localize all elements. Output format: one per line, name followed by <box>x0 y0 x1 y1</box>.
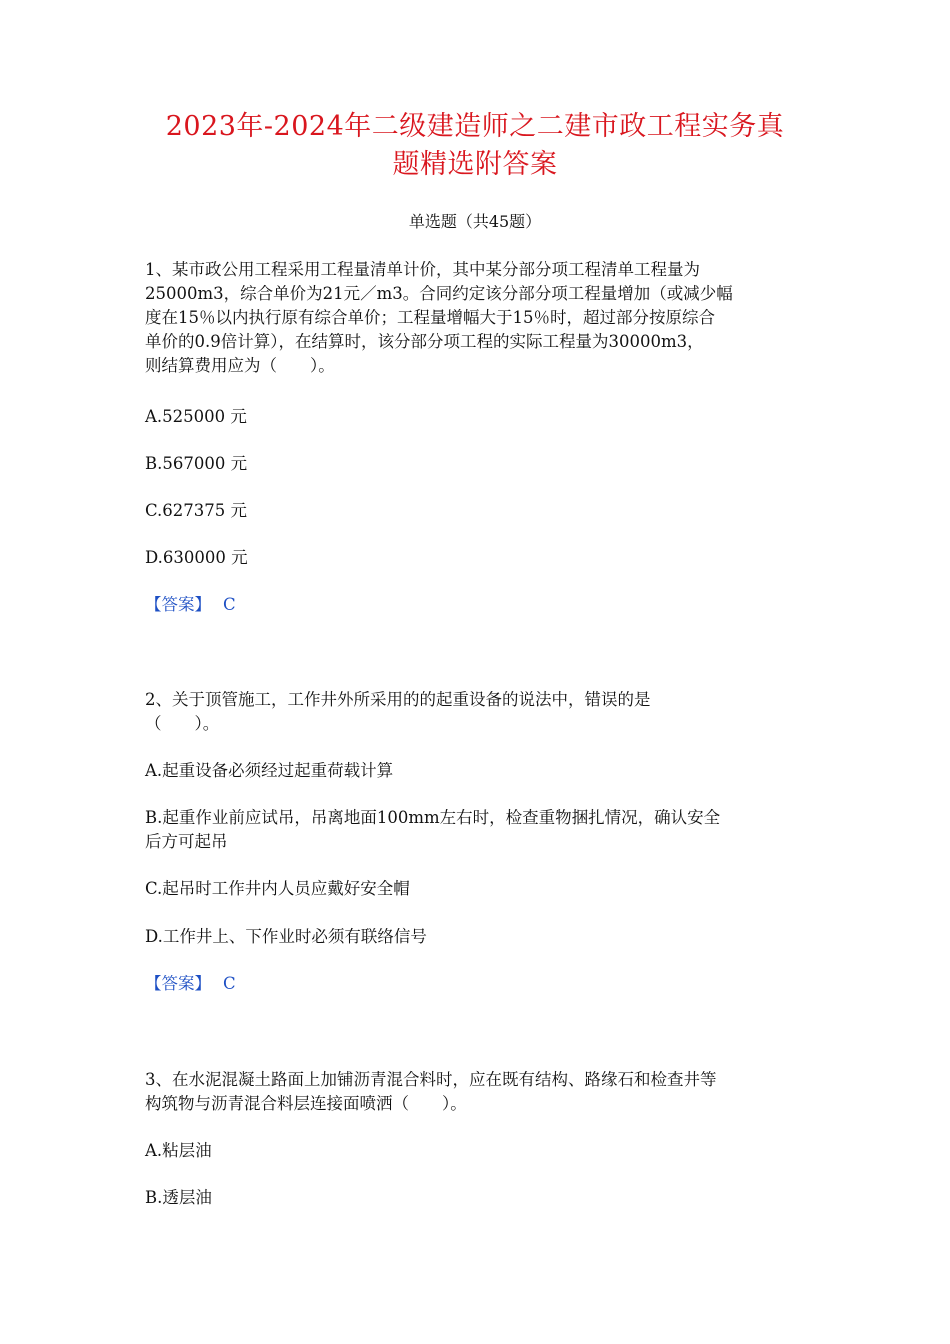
answer-value: C <box>223 974 236 993</box>
question-1-option-c: C.627375 元 <box>145 501 248 520</box>
stem-line: 1、某市政公用工程采用工程量清单计价，其中某分部分项工程清单工程量为 <box>145 260 700 279</box>
document-title <box>120 108 830 184</box>
question-2-stem <box>145 688 813 736</box>
question-3-option-a: A.粘层油 <box>145 1141 212 1160</box>
question-2-option-c: C.起吊时工作井内人员应戴好安全帽 <box>145 879 410 898</box>
question-3-option-b: B.透层油 <box>145 1188 212 1207</box>
question-1-stem <box>145 258 813 378</box>
question-3-stem <box>145 1068 813 1116</box>
section-heading: 单选题（共45题） <box>408 212 542 231</box>
question-1-option-b: B.567000 元 <box>145 454 248 473</box>
stem-line: 构筑物与沥青混合料层连接面喷洒（ ）。 <box>145 1094 467 1113</box>
option-line: B.起重作业前应试吊，吊离地面100mm左右时，检查重物捆扎情况，确认安全 <box>145 808 721 827</box>
stem-line: 则结算费用应为（ ）。 <box>145 356 335 375</box>
question-2-option-d: D.工作井上、下作业时必须有联络信号 <box>145 927 427 946</box>
stem-line: 单价的0.9倍计算），在结算时，该分部分项工程的实际工程量为30000m3， <box>145 332 704 351</box>
title-line-1: 2023年-2024年二级建造师之二建市政工程实务真 <box>165 111 785 142</box>
question-1-option-d: D.630000 元 <box>145 548 248 567</box>
answer-label: 【答案】 <box>145 595 211 614</box>
question-2-answer <box>145 972 813 996</box>
stem-line: 度在15％以内执行原有综合单价；工程量增幅大于15％时，超过部分按原综合 <box>145 308 715 327</box>
title-line-2: 题精选附答案 <box>392 149 558 180</box>
question-2-option-b <box>145 806 813 854</box>
option-line: 后方可起吊 <box>145 832 228 851</box>
question-1-option-a: A.525000 元 <box>145 407 247 426</box>
question-1-answer <box>145 593 813 617</box>
stem-line: 25000m3，综合单价为21元／m3。合同约定该分部分项工程量增加（或减少幅 <box>145 284 733 303</box>
stem-line: （ ）。 <box>145 714 220 733</box>
stem-line: 2、关于顶管施工，工作井外所采用的的起重设备的说法中，错误的是 <box>145 690 651 709</box>
answer-label: 【答案】 <box>145 974 211 993</box>
answer-value: C <box>223 595 236 614</box>
stem-line: 3、在水泥混凝土路面上加铺沥青混合料时，应在既有结构、路缘石和检查井等 <box>145 1070 717 1089</box>
question-2-option-a: A.起重设备必须经过起重荷载计算 <box>145 761 394 780</box>
